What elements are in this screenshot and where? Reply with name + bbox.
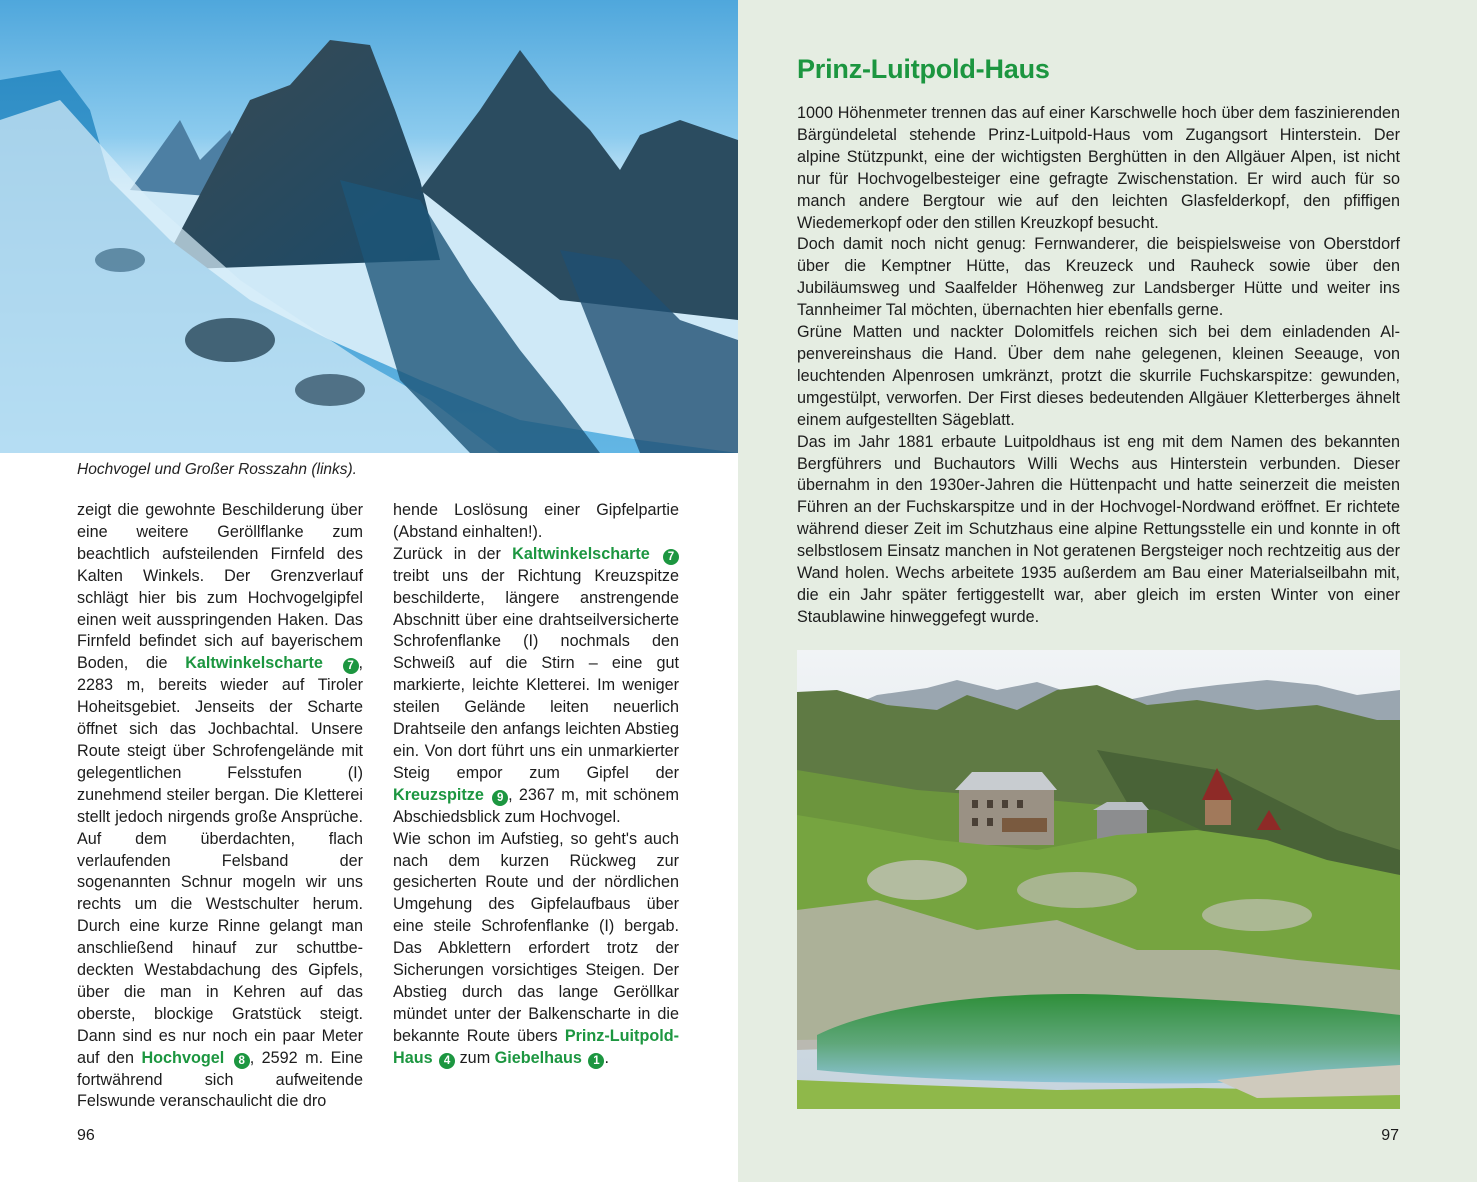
column-2-paragraph-2: Zurück in der Kaltwinkelscharte 7 treibt uns der Richtung Kreuzspitze beschilderte, längere anstrengende Abschnitt über eine drahtseilversicherte Schrofenflanke (I) nochmals den Schweiß auf die Stirn – eine gut markierte, leichte Kletterei. Im weniger steilen Gelände leiten neuerlich Drahtseile den anfangs leichten Abstieg ein. Von dort führt uns ein unmarkierter Steig empor zum Gipfel der Kreuzspitze 9 , 2367 m, mit schönem Abschiedsblick zum Hochvogel.	[393, 544, 679, 826]
column-2-paragraph-3: Wie schon im Aufstieg, so geht's auch nach dem kurzen Rückweg zur gesicherten Route und der nördlichen Umgehung des Gipfelaufbaus über eine steile Schrofenflanke (I) bergab. Das Abklettern erfordert trotz der Sicherungen vorsichtiges Steigen. Der Abstieg durch das lange Geröllkar mündet unter der Balkenscharte in die bekannte Route übers Prinz-Luitpold-Haus 4 zum Giebelhaus 1 .	[393, 829, 679, 1067]
place-link-kaltwinkelscharte[interactable]: Kaltwinkelscharte	[512, 544, 650, 563]
text-column-2	[393, 500, 679, 1070]
page-number-right: 97	[1381, 1127, 1399, 1144]
waypoint-marker-1: 1	[588, 1053, 604, 1069]
body-paragraph: Doch damit noch nicht genug: Fernwanderer, die beispielsweise von Oberstdorf über die Kemptner Hütte, das Kreuzeck und Rauheck sowie über den Jubiläumsweg und Saalfelder Höhenweg zur Landsberger Hütte und weiter ins Tannheimer Tal möchten, übernachten hier ebenfalls gerne.	[797, 235, 1400, 320]
mountain-photo	[0, 0, 738, 453]
place-link-prinz-luitpold-haus[interactable]: Prinz-Luitpold-Haus	[393, 1026, 679, 1067]
left-page	[0, 0, 738, 1182]
section-title: Prinz-Luitpold-Haus	[797, 54, 1050, 84]
waypoint-marker-4: 4	[439, 1053, 455, 1069]
place-link-kreuzspitze[interactable]: Kreuzspitze	[393, 785, 484, 804]
text-column-1	[77, 500, 363, 1113]
body-paragraph: Das im Jahr 1881 erbaute Luitpoldhaus ist eng mit dem Namen des bekannten Bergführers und Buchautors Willi Wechs aus Hinterstein verbunden. Dieser übernahm in den 1930er-Jahren die Hüttenpacht und hatte seinerzeit die meisten Führen an der Fuchskarspitze und in der Hochvogel-Nordwand eröffnet. Er richtete während dieser Zeit im Schutzhaus eine alpine Rettungsstelle ein und konnte in oft selbstlosem Einsatz manchen in Not geratenen Bergsteiger noch rechtzeitig aus der Wand holen. Wechs arbeitete 1935 außerdem am Bau einer Materialseilbahn mit, die ein Jahr später fertiggestellt war, aber gleich im ersten Winter von einer Staublawine hinweggefegt wurde.	[797, 432, 1400, 626]
column-1-paragraph: zeigt die gewohnte Beschilderung über eine weitere Geröllflanke zum beachtlich aufsteilenden Firnfeld des Kalten Winkels. Der Grenzverlauf schlägt hier bis zum Hochvogelgipfel einen weit ausspringenden Haken. Das Firnfeld befindet sich auf bayerischem Boden, die Kaltwinkelscharte 7 , 2283 m, bereits wieder auf Tiroler Hoheitsgebiet. Jenseits der Scharte öffnet sich das Jochbachtal. Unsere Route steigt über Schrofengelände mit gelegentlichen Felsstufen (I) zunehmend steiler bergan. Die Kletterei stellt jedoch nirgends große Ansprüche. Auf dem überdachten, flach verlaufenden Felsband der sogenannten Schnur mogeln wir uns rechts um die Westschulter herum. Durch eine kurze Rinne gelangt man anschließend hinauf zur schuttbedeckten Westabdachung des Gipfels, über die man in Kehren auf das oberste, blockige Gratstück steigt. Dann sind es nur noch ein paar Meter auf den Hochvogel 8 , 2592 m. Eine fortwährend sich aufweitende Felswunde veranschaulicht die dro	[77, 501, 364, 1111]
hut-lake-photo	[797, 650, 1400, 1109]
waypoint-marker-7: 7	[343, 658, 359, 674]
place-link-giebelhaus[interactable]: Giebelhaus	[494, 1048, 582, 1067]
waypoint-marker-9: 9	[492, 790, 508, 806]
body-paragraph: Grüne Matten und nackter Dolomitfels reichen sich bei dem einladenden Alpenvereinshaus die Hand. Über dem nahe gelegenen, kleinen Seeauge, von leuchtenden Alpenrosen umkränzt, protzt die skurrile Fuchskarspitze: gewunden, umgestülpt, verworfen. Der First dieses bedeutenden Allgäuer Kletterberges ähnelt einem aufgestellten Sägeblatt.	[797, 323, 1400, 429]
place-link-hochvogel[interactable]: Hochvogel	[141, 1048, 225, 1067]
photo-caption: Hochvogel und Großer Rosszahn (links).	[77, 461, 357, 478]
body-paragraph: 1000 Höhenmeter trennen das auf einer Karschwelle hoch über dem faszinierenden Bärgündeletal stehende Prinz-Luitpold-Haus vom Zugangsort Hinterstein. Der alpine Stützpunkt, eine der wichtigsten Berghütten in den Allgäuer Alpen, ist nicht nur für Hochvogelbesteiger eine gefragte Zwischenstation. Er wird auch für so manch andere Bergtour wie auf den leichten Glasfelderkopf, den pfiffigen Wiedemerkopf oder den stillen Kreuzkopf besucht.	[797, 104, 1400, 232]
waypoint-marker-8: 8	[234, 1053, 250, 1069]
waypoint-marker-7: 7	[663, 549, 679, 565]
right-page-body	[797, 103, 1400, 629]
column-2-paragraph-1: hende Loslösung einer Gipfelpartie (Abstand einhalten!).	[393, 501, 679, 541]
place-link-kaltwinkelscharte[interactable]: Kaltwinkelscharte	[185, 654, 323, 673]
page-number-left: 96	[77, 1127, 95, 1144]
